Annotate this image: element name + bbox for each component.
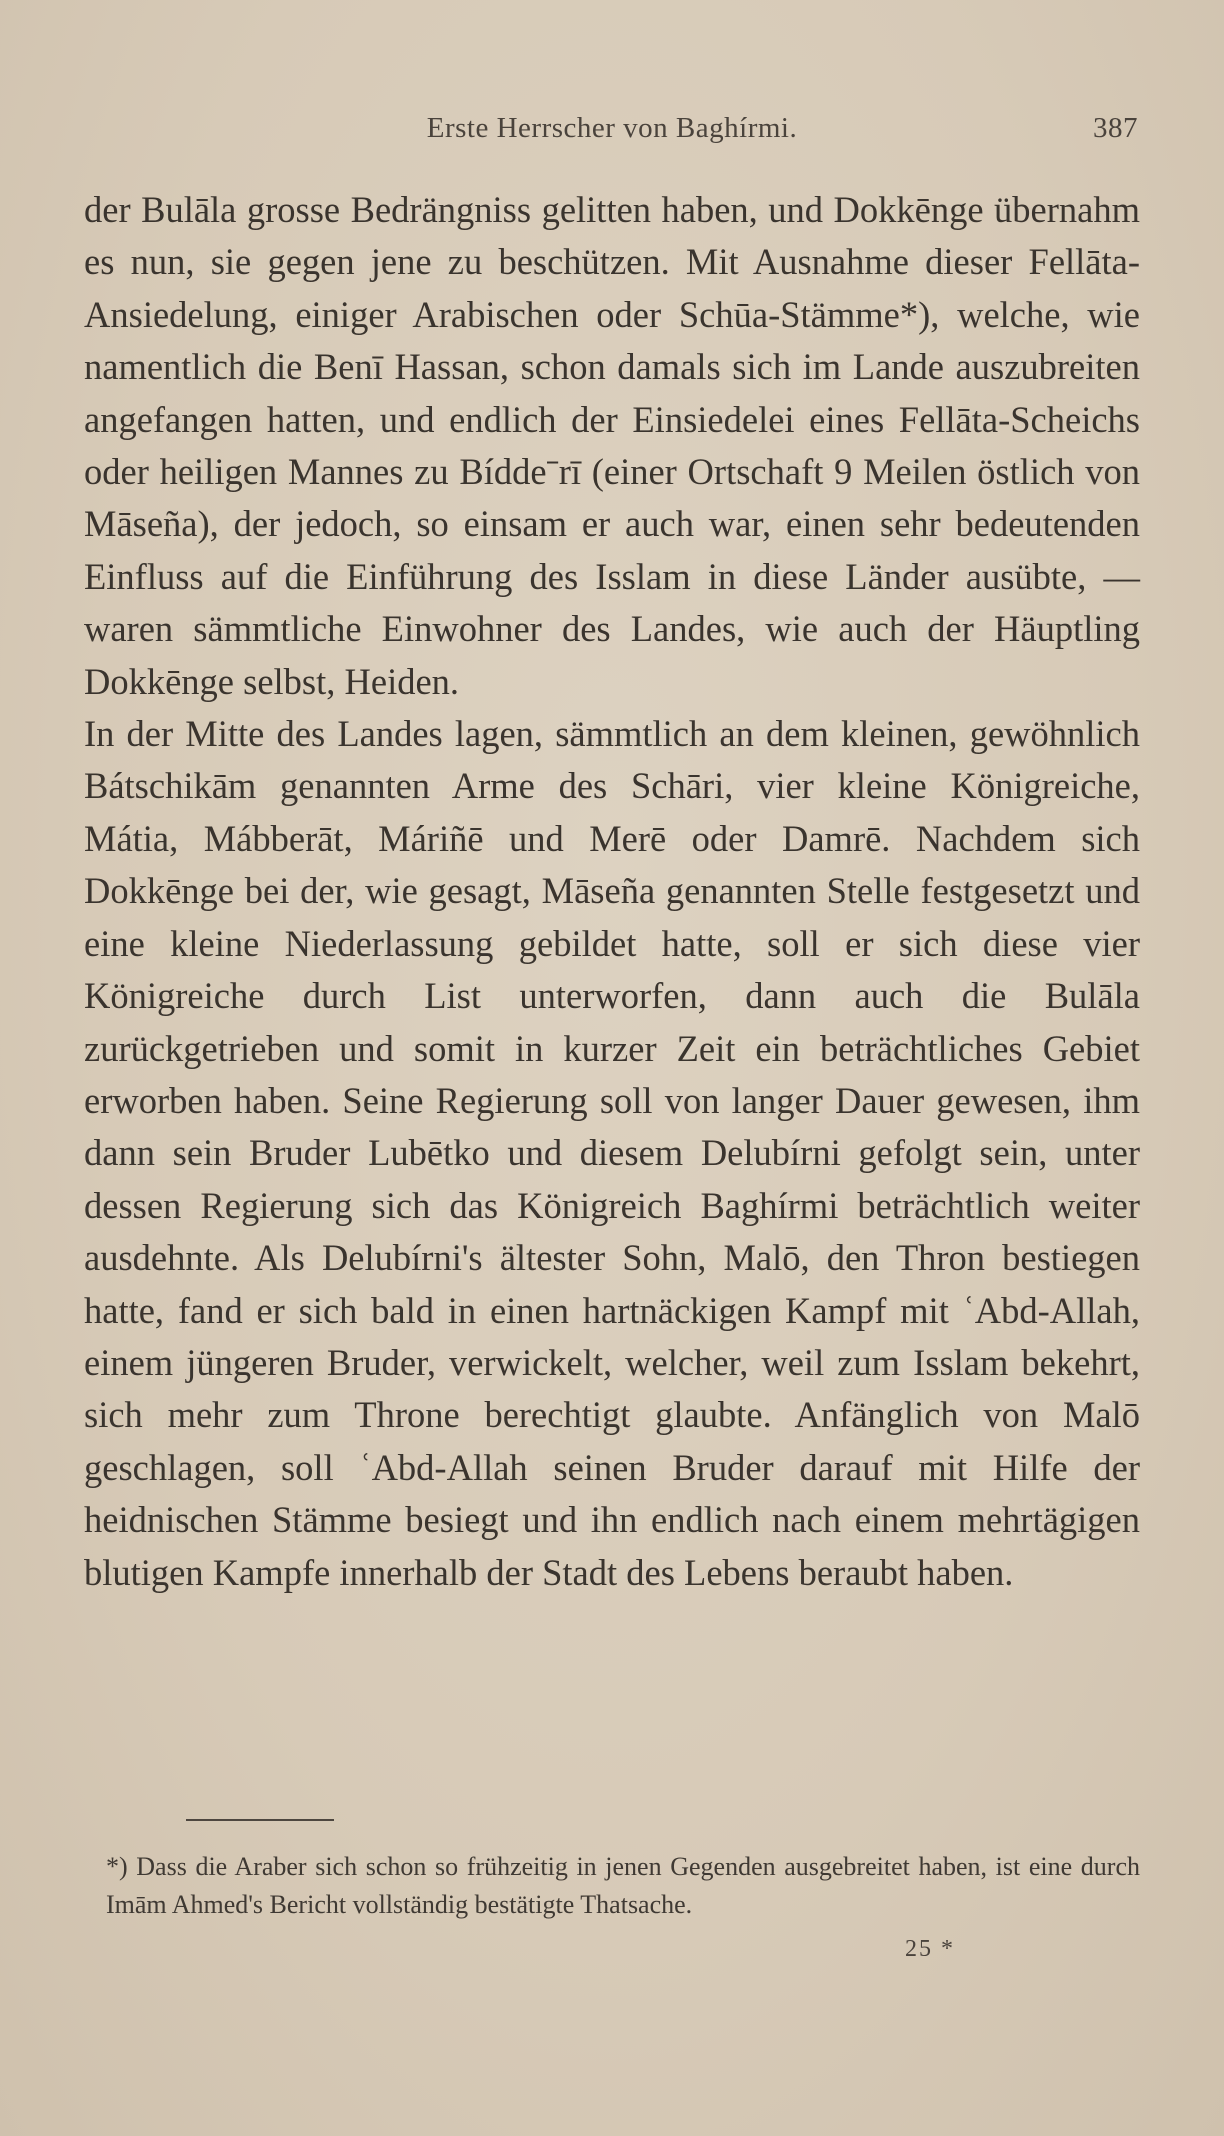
paragraph-2: In der Mitte des Landes lagen, sämmtlich an dem kleinen, gewöhnlich Bátschikām genannten Arme des Schāri, vier kleine Königreiche, Mátia, Mábberāt, Máriñē und Merē oder Damrē. Nachdem sich Dokkēnge bei der, wie gesagt, Māseña genannten Stelle festgesetzt und eine kleine Niederlassung gebildet hatte, soll er sich diese vier Königreiche durch List unterworfen, dann auch die Bulāla zurückgetrieben und somit in kurzer Zeit ein beträchtliches Gebiet erworben haben. Seine Regierung soll von langer Dauer gewesen, ihm dann sein Bruder Lubētko und diesem Delubírni gefolgt sein, unter dessen Regierung sich das Königreich Baghírmi beträchtlich weiter ausdehnte. Als Delubírni's ältester Sohn, Malō, den Thron bestiegen hatte, fand er sich bald in einen hartnäckigen Kampf mit ʿAbd-Allah, einem jüngeren Bruder, verwickelt, welcher, weil zum Isslam bekehrt, sich mehr zum Throne berechtigt glaubte. Anfänglich von Malō geschlagen, soll ʿAbd-Allah seinen Bruder darauf mit Hilfe der heidnischen Stämme besiegt und ihn endlich nach einem mehrtägigen blutigen Kampfe innerhalb der Stadt des Lebens beraubt haben. [84, 713, 1140, 1593]
footnote: *) Dass die Araber sich schon so frühzeitig in jenen Gegenden ausgebreitet haben, ist eine durch Imām Ahmed's Bericht vollständig bestätigte Thatsache. [106, 1852, 1140, 1919]
main-text [84, 184, 1140, 1599]
signature-mark: 25 * [905, 1936, 955, 1962]
running-title: Erste Herrscher von Baghírmi. [426, 112, 798, 144]
page-number: 387 [1093, 112, 1138, 144]
running-head [86, 112, 1138, 152]
paragraph-1: der Bulāla grosse Bedrängniss gelitten haben, und Dokkēnge übernahm es nun, sie gegen jene zu beschützen. Mit Ausnahme dieser Fellāta-Ansiedelung, einiger Arabischen oder Schūa-Stämme*), welche, wie namentlich die Benī Hassan, schon damals sich im Lande auszubreiten angefangen hatten, und endlich der Einsiedelei eines Fellāta-Scheichs oder heiligen Mannes zu Bíddeˉrī (einer Ortschaft 9 Meilen östlich von Māseña), der jedoch, so einsam er auch war, einen sehr bedeutenden Einfluss auf die Einführung des Isslam in diese Länder ausübte, — waren sämmtliche Einwohner des Landes, wie auch der Häuptling Dokkēnge selbst, Heiden. [84, 189, 1140, 702]
footnote-separator [186, 1819, 334, 1821]
